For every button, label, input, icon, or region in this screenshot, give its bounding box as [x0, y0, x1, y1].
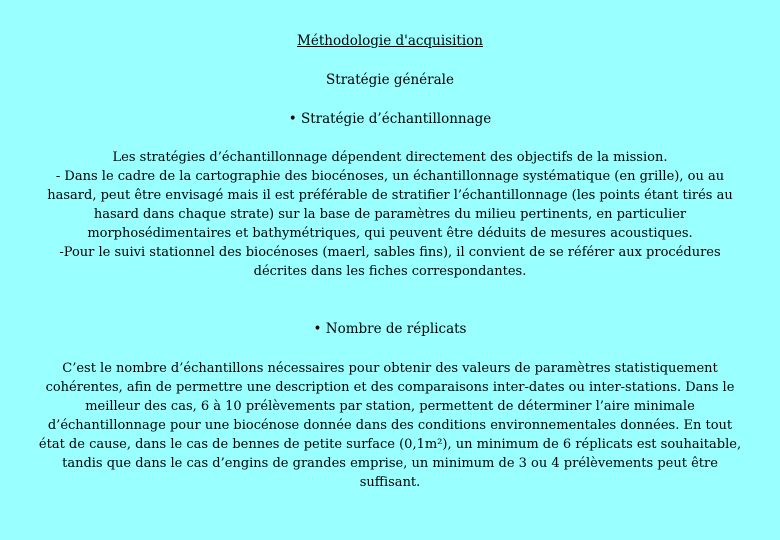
paragraph-line: décrites dans les fiches correspondantes. — [253, 264, 527, 279]
paragraph-line: Les stratégies d’échantillonnage dépendent directement des objectifs de la mission. — [112, 150, 668, 165]
paragraph-line: morphosédimentaires et bathymétriques, qui peuvent être déduits de mesures acoustiques. — [87, 226, 693, 241]
paragraph-line: C’est le nombre d’échantillons nécessaires pour obtenir des valeurs de paramètres statistiquement — [62, 361, 718, 376]
paragraph-line: hasard dans chaque strate) sur la base de paramètres du milieu pertinents, en particulier — [93, 207, 687, 222]
paragraph-line: tandis que dans le cas d’engins de grandes emprise, un minimum de 3 ou 4 prélèvements peut être — [62, 456, 718, 471]
sampling-strategy-paragraph — [34, 148, 746, 281]
paragraph-line: -Pour le suivi stationnel des biocénoses (maerl, sables fins), il convient de se référer aux procédures — [59, 245, 721, 260]
section-heading-sampling-strategy: • Stratégie d’échantillonnage — [288, 111, 492, 127]
paragraph-line: meilleur des cas, 6 à 10 prélèvements par station, permettent de déterminer l’aire minimale — [85, 399, 695, 414]
paragraph-line: cohérentes, afin de permettre une description et des comparaisons inter-dates ou inter-stations. Dans le — [45, 380, 735, 395]
document-subtitle: Stratégie générale — [326, 72, 454, 88]
document-title: Méthodologie d'acquisition — [297, 33, 483, 49]
paragraph-line: suffisant. — [359, 475, 421, 490]
section-heading-replicates: • Nombre de réplicats — [313, 321, 467, 337]
paragraph-line: - Dans le cadre de la cartographie des biocénoses, un échantillonnage systématique (en grille), ou au — [55, 169, 725, 184]
paragraph-line: d’échantillonnage pour une biocénose donnée dans des conditions environnementales données. En tout — [47, 418, 733, 433]
paragraph-line: hasard, peut être envisagé mais il est préférable de stratifier l’échantillonnage (les points étant tirés au — [47, 188, 733, 203]
paragraph-line: état de cause, dans le cas de bennes de petite surface (0,1m²), un minimum de 6 réplicats est souhaitable, — [38, 437, 742, 452]
replicates-paragraph — [30, 359, 750, 492]
